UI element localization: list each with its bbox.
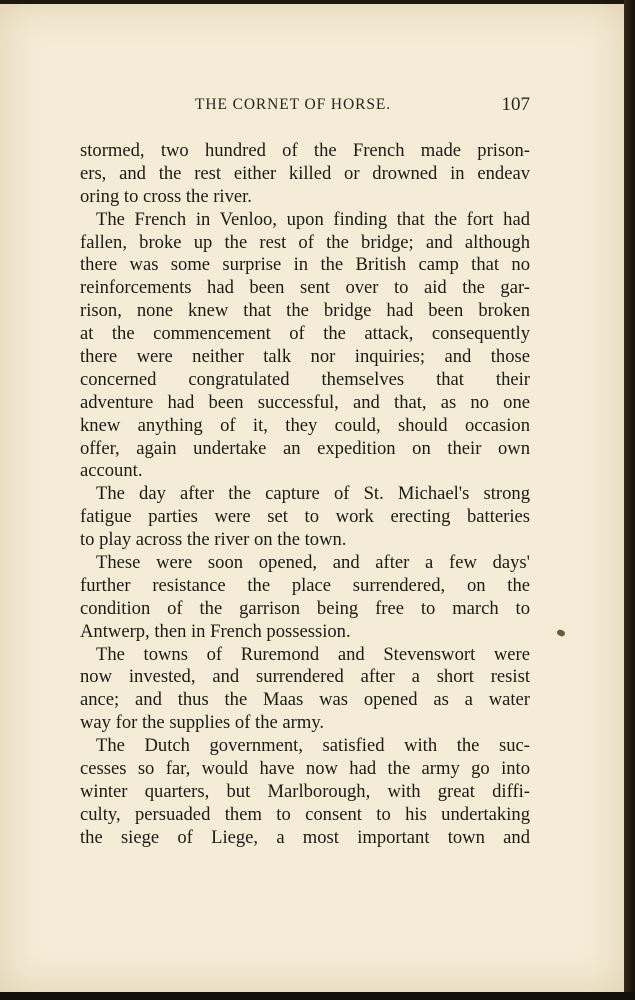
paragraph bbox=[80, 209, 530, 484]
running-title: THE CORNET OF HORSE. bbox=[195, 96, 391, 113]
text-line: reinforcements had been sent over to aid the gar- bbox=[80, 277, 530, 299]
paragraph bbox=[80, 644, 530, 736]
paragraph bbox=[80, 140, 530, 209]
text-line: now invested, and surrendered after a short resist bbox=[80, 666, 530, 688]
text-line: fatigue parties were set to work erecting batteries bbox=[80, 506, 530, 528]
text-line: cesses so far, would have now had the army go into bbox=[80, 758, 530, 780]
text-line: there was some surprise in the British camp that no bbox=[80, 254, 530, 276]
text-line: further resistance the place surrendered, on the bbox=[80, 574, 530, 596]
page-edge-shadow bbox=[624, 0, 635, 1000]
text-line: stormed, two hundred of the French made prison- bbox=[80, 140, 530, 161]
text-line: The towns of Ruremond and Stevenswort were bbox=[96, 643, 530, 665]
text-line: ers, and the rest either killed or drowned in endeav bbox=[80, 162, 530, 184]
paragraph bbox=[80, 483, 530, 552]
text-line: at the commencement of the attack, consequently bbox=[80, 323, 530, 345]
text-line: winter quarters, but Marlborough, with great diffi- bbox=[80, 780, 530, 802]
text-line: condition of the garrison being free to march to bbox=[80, 597, 530, 619]
paragraph bbox=[80, 552, 530, 644]
text-line: oring to cross the river. bbox=[80, 185, 252, 207]
text-line: The Dutch government, satisfied with the suc- bbox=[96, 735, 530, 757]
text-line: The day after the capture of St. Michael's strong bbox=[96, 483, 530, 505]
paragraph bbox=[80, 735, 530, 849]
text-line: knew anything of it, they could, should occasion bbox=[80, 414, 530, 436]
text-line: way for the supplies of the army. bbox=[80, 712, 325, 734]
text-line: rison, none knew that the bridge had been broken bbox=[80, 300, 530, 322]
text-line: to play across the river on the town. bbox=[80, 529, 347, 551]
text-line: ance; and thus the Maas was opened as a water bbox=[80, 689, 530, 711]
running-header bbox=[80, 96, 530, 122]
text-line: adventure had been successful, and that, as no one bbox=[80, 391, 530, 413]
text-line: fallen, broke up the rest of the bridge; and although bbox=[80, 231, 530, 253]
text-line: concerned congratulated themselves that their bbox=[80, 368, 530, 390]
text-line: account. bbox=[80, 460, 143, 482]
body-text bbox=[80, 140, 530, 850]
page-number: 107 bbox=[501, 94, 530, 115]
text-line: culty, persuaded them to consent to his undertaking bbox=[80, 803, 530, 825]
text-line: there were neither talk nor inquiries; and those bbox=[80, 346, 530, 368]
text-line: These were soon opened, and after a few days' bbox=[96, 552, 530, 574]
text-line: the siege of Liege, a most important town and bbox=[80, 826, 530, 848]
page-bottom-edge bbox=[0, 992, 635, 1000]
text-line: offer, again undertake an expedition on their own bbox=[80, 437, 530, 459]
text-line: Antwerp, then in French possession. bbox=[80, 620, 351, 642]
text-line: The French in Venloo, upon finding that the fort had bbox=[96, 208, 530, 230]
